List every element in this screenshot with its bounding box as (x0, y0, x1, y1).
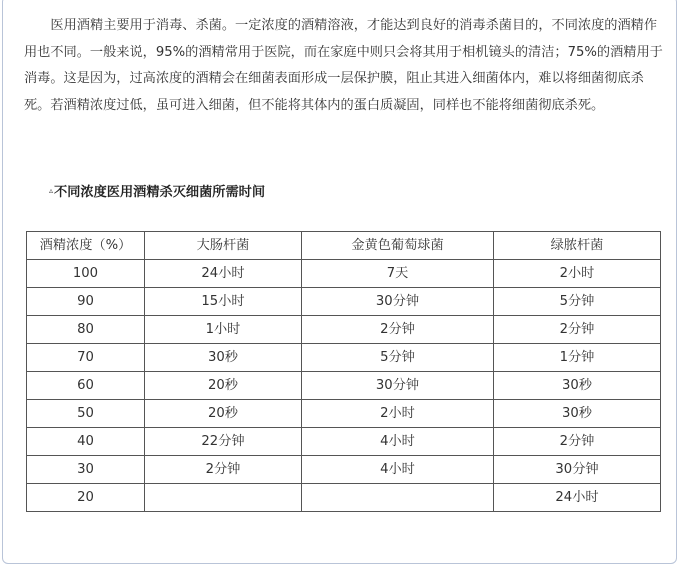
cell-concentration: 50 (27, 400, 145, 428)
cell-pseudomonas: 30分钟 (494, 456, 661, 484)
table-row (27, 456, 661, 484)
table-caption (49, 181, 265, 203)
cell-staph-aureus: 4小时 (302, 456, 494, 484)
table-row (27, 428, 661, 456)
cell-e-coli (145, 484, 302, 512)
table-header-row (27, 232, 661, 260)
table-row (27, 316, 661, 344)
cell-pseudomonas: 5分钟 (494, 288, 661, 316)
cell-staph-aureus: 5分钟 (302, 344, 494, 372)
table-row (27, 344, 661, 372)
cell-e-coli: 1小时 (145, 316, 302, 344)
cell-concentration: 80 (27, 316, 145, 344)
cell-pseudomonas: 30秒 (494, 372, 661, 400)
cell-concentration: 20 (27, 484, 145, 512)
kill-time-table (26, 231, 661, 512)
cell-e-coli: 2分钟 (145, 456, 302, 484)
cell-pseudomonas: 24小时 (494, 484, 661, 512)
table-caption-text: 不同浓度医用酒精杀灭细菌所需时间 (54, 185, 266, 200)
cell-concentration: 30 (27, 456, 145, 484)
article-frame (2, 0, 677, 564)
cell-e-coli: 24小时 (145, 260, 302, 288)
table-row (27, 260, 661, 288)
cell-staph-aureus: 2分钟 (302, 316, 494, 344)
cell-pseudomonas: 2分钟 (494, 316, 661, 344)
cell-e-coli: 30秒 (145, 344, 302, 372)
cell-concentration: 100 (27, 260, 145, 288)
cell-concentration: 90 (27, 288, 145, 316)
cell-concentration: 70 (27, 344, 145, 372)
cell-pseudomonas: 2小时 (494, 260, 661, 288)
header-e-coli: 大肠杆菌 (145, 232, 302, 260)
cell-pseudomonas: 2分钟 (494, 428, 661, 456)
header-pseudomonas: 绿脓杆菌 (494, 232, 661, 260)
header-concentration: 酒精浓度（%） (27, 232, 145, 260)
cell-pseudomonas: 30秒 (494, 400, 661, 428)
cell-pseudomonas: 1分钟 (494, 344, 661, 372)
cell-staph-aureus: 7天 (302, 260, 494, 288)
cell-concentration: 40 (27, 428, 145, 456)
cell-staph-aureus (302, 484, 494, 512)
cell-e-coli: 22分钟 (145, 428, 302, 456)
cell-e-coli: 15小时 (145, 288, 302, 316)
cell-e-coli: 20秒 (145, 400, 302, 428)
cell-staph-aureus: 30分钟 (302, 372, 494, 400)
triangle-icon: ▵ (49, 186, 54, 195)
table-row (27, 484, 661, 512)
cell-e-coli: 20秒 (145, 372, 302, 400)
header-staph-aureus: 金黄色葡萄球菌 (302, 232, 494, 260)
article-paragraph: 医用酒精主要用于消毒、杀菌。一定浓度的酒精溶液，才能达到良好的消毒杀菌目的，不同浓度的酒精作用也不同。一般来说，95%的酒精常用于医院，而在家庭中则只会将其用于相机镜头的清洁；75%的酒精用于消毒。这是因为，过高浓度的酒精会在细菌表面形成一层保护膜，阻止其进入细菌体内，难以将细菌彻底杀死。若酒精浓度过低，虽可进入细菌，但不能将其体内的蛋白质凝固，同样也不能将细菌彻底杀死。 (24, 18, 663, 113)
table-row (27, 400, 661, 428)
cell-staph-aureus: 30分钟 (302, 288, 494, 316)
cell-staph-aureus: 2小时 (302, 400, 494, 428)
cell-concentration: 60 (27, 372, 145, 400)
table-row (27, 288, 661, 316)
table-row (27, 372, 661, 400)
cell-staph-aureus: 4小时 (302, 428, 494, 456)
